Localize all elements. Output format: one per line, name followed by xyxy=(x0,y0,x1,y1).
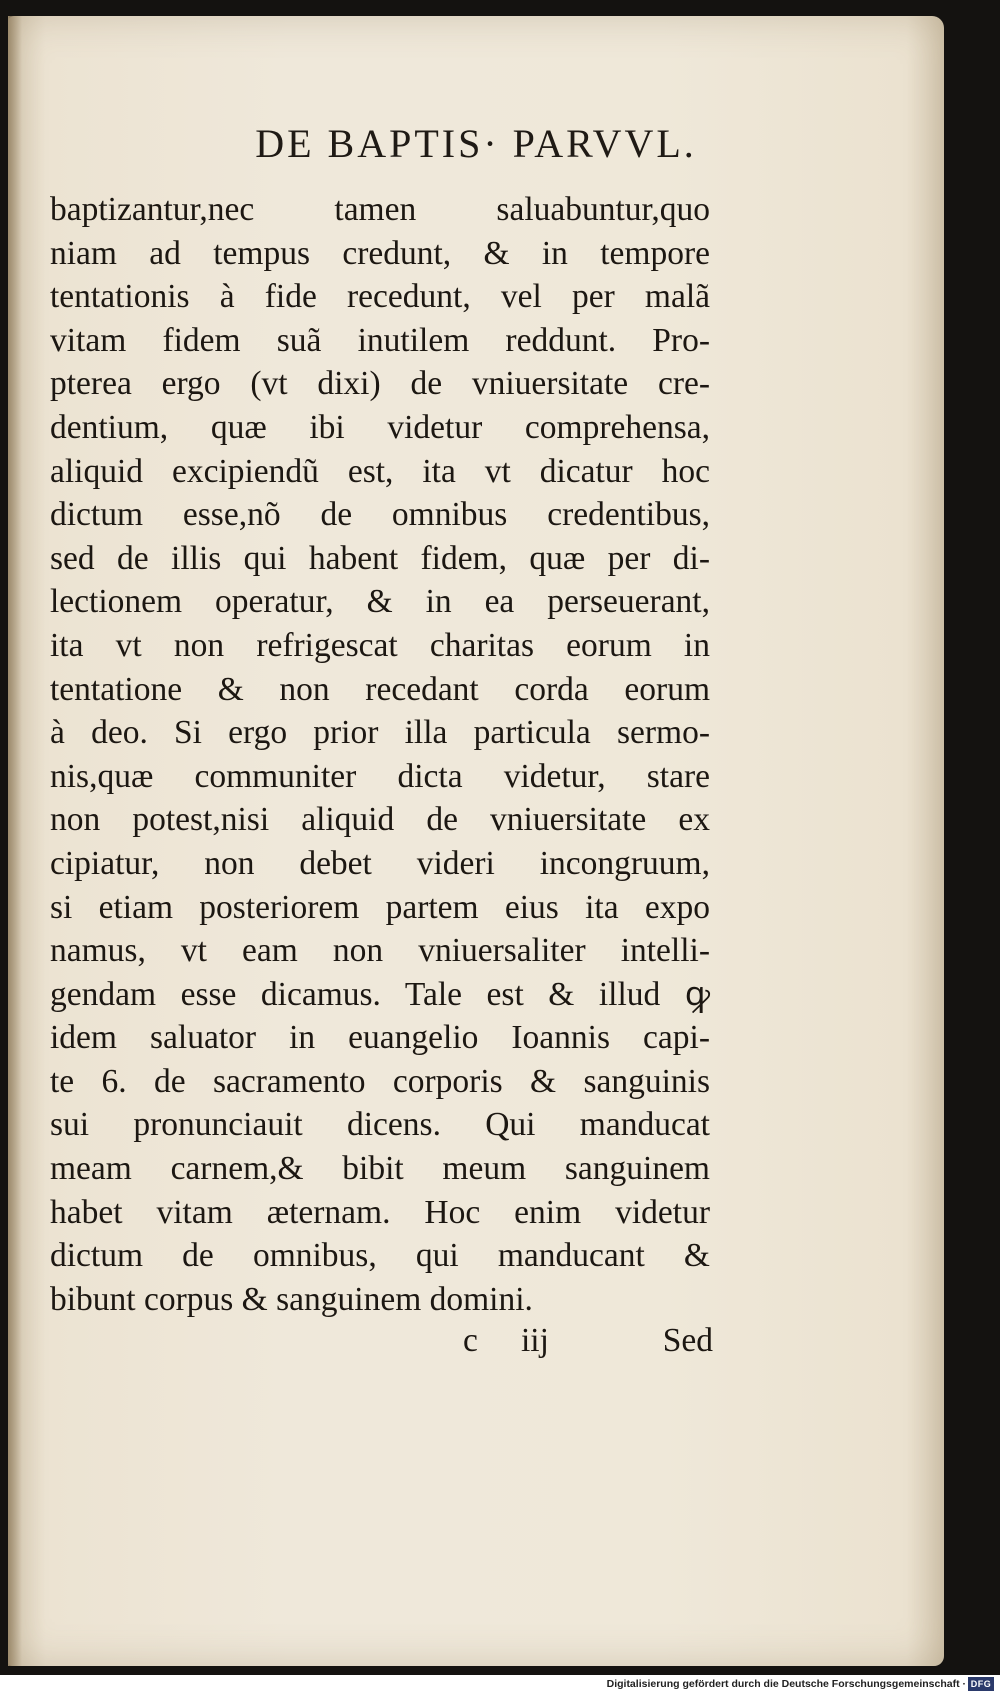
text-line: gendam esse dicamus. Tale est & illud ꝙ xyxy=(50,975,710,1013)
catchword: Sed xyxy=(662,1322,713,1359)
text-line: nis,quæ communiter dicta videtur, stare xyxy=(50,757,710,795)
text-line: dentium, quæ ibi videtur comprehensa, xyxy=(50,408,710,446)
text-line: aliquid excipiendũ est, ita vt dicatur hoc xyxy=(50,452,710,490)
footer-credit: Digitalisierung gefördert durch die Deutsche Forschungsgemeinschaft · xyxy=(606,1678,966,1690)
text-line: te 6. de sacramento corporis & sanguinis xyxy=(50,1062,710,1100)
folio-number: iij xyxy=(521,1322,549,1359)
text-line: bibunt corpus & sanguinem domini. xyxy=(50,1280,533,1318)
text-line: lectionem operatur, & in ea perseuerant, xyxy=(50,583,710,621)
text-line: niam ad tempus credunt, & in tempore xyxy=(50,234,710,272)
text-line: si etiam posteriorem partem eius ita expo xyxy=(50,888,710,926)
text-line: idem saluator in euangelio Ioannis capi- xyxy=(50,1019,710,1057)
signature-line xyxy=(463,1322,713,1366)
footer-strip xyxy=(0,1675,1000,1694)
text-line: meam carnem,& bibit meum sanguinem xyxy=(50,1150,710,1188)
text-block xyxy=(50,188,710,1321)
text-line: habet vitam æternam. Hoc enim videtur xyxy=(50,1193,710,1231)
text-line: pterea ergo (vt dixi) de vniuersitate cre- xyxy=(50,365,710,403)
text-line: ita vt non refrigescat charitas eorum in xyxy=(50,626,710,664)
signature-mark: c xyxy=(463,1322,478,1359)
text-line: à deo. Si ergo prior illa particula sermo- xyxy=(50,714,710,752)
text-line: sed de illis qui habent fidem, quæ per di- xyxy=(50,539,710,577)
text-line: baptizantur,nec tamen saluabuntur,quo xyxy=(50,191,710,228)
text-line: vitam fidem suã inutilem reddunt. Pro- xyxy=(50,321,710,359)
text-line: dictum esse,nõ de omnibus credentibus, xyxy=(50,496,710,534)
text-line: tentatione & non recedant corda eorum xyxy=(50,670,710,708)
text-line: cipiatur, non debet videri incongruum, xyxy=(50,844,710,882)
text-line: non potest,nisi aliquid de vniuersitate ex xyxy=(50,801,710,839)
text-line: namus, vt eam non vniuersaliter intelli- xyxy=(50,932,710,970)
text-line: tentationis à fide recedunt, vel per malã xyxy=(50,278,710,316)
text-line: dictum de omnibus, qui manducant & xyxy=(50,1237,710,1275)
book-page xyxy=(8,16,944,1666)
dfg-logo-icon: DFG xyxy=(968,1677,994,1691)
running-head: DE BAPTIS· PARVVL. xyxy=(255,121,697,166)
text-line: sui pronunciauit dicens. Qui manducat xyxy=(50,1106,710,1144)
